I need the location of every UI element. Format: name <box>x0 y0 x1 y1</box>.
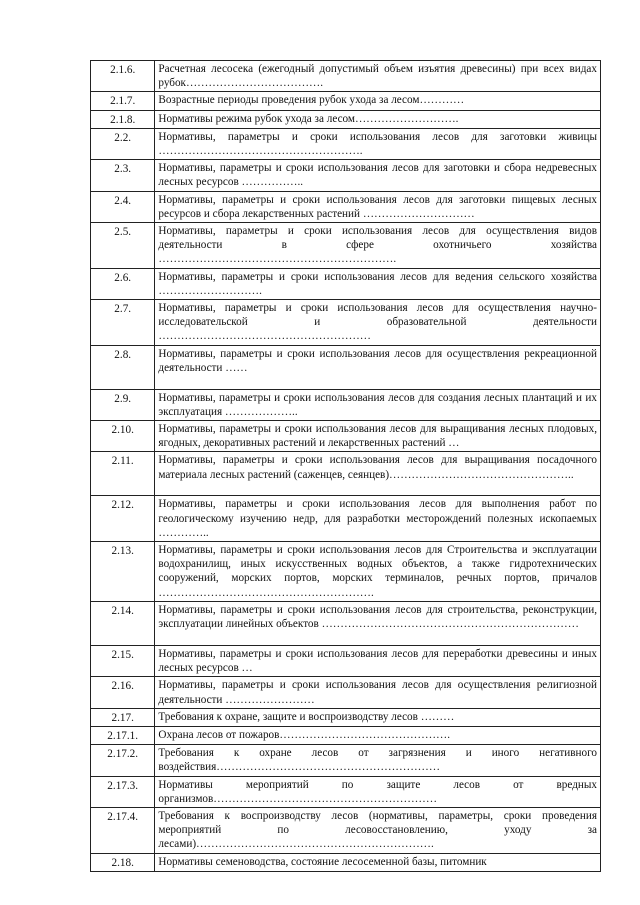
section-title: Нормативы, параметры и сроки использования лесов для выполнения работ по геологическому изучению недр, для разработки месторождений полезных ископаемых ………….. <box>155 496 601 542</box>
section-number: 2.2. <box>91 128 155 159</box>
contents-row <box>91 223 601 269</box>
contents-row <box>91 496 601 542</box>
contents-row <box>91 853 601 871</box>
section-title: Нормативы, параметры и сроки использования лесов для заготовки живицы ………………………………………………. <box>155 128 601 159</box>
section-number: 2.18. <box>91 853 155 871</box>
contents-row <box>91 601 601 645</box>
contents-row <box>91 645 601 676</box>
section-number: 2.1.8. <box>91 110 155 128</box>
contents-row <box>91 745 601 776</box>
section-number: 2.17.2. <box>91 745 155 776</box>
contents-row <box>91 345 601 389</box>
section-title: Расчетная лесосека (ежегодный допустимый объем изъятия древесины) при всех видах рубок………………………………. <box>155 61 601 92</box>
contents-row <box>91 160 601 191</box>
section-number: 2.17.3. <box>91 776 155 807</box>
section-title: Нормативы, параметры и сроки использования лесов для осуществления научно-исследовательской и образовательной деятельности ………………………………………………… <box>155 300 601 346</box>
section-title: Нормативы, параметры и сроки использования лесов для осуществления рекреационной деятельности …… <box>155 345 601 389</box>
contents-row <box>91 110 601 128</box>
contents-row <box>91 726 601 744</box>
section-title: Требования к охране, защите и воспроизводству лесов ……… <box>155 708 601 726</box>
section-title: Нормативы, параметры и сроки использования лесов для выращивания посадочного материала лесных растений (саженцев, сеянцев)………………………………………….. <box>155 452 601 496</box>
section-title: Нормативы, параметры и сроки использования лесов для строительства, реконструкции, эксплуатации линейных объектов …………………………………………………………… <box>155 601 601 645</box>
section-number: 2.14. <box>91 601 155 645</box>
contents-row <box>91 268 601 299</box>
section-number: 2.10. <box>91 421 155 452</box>
section-title: Охрана лесов от пожаров………………………………………. <box>155 726 601 744</box>
contents-row <box>91 776 601 807</box>
contents-row <box>91 542 601 602</box>
section-title: Нормативы, параметры и сроки использования лесов для переработки древесины и иных лесных ресурсов … <box>155 645 601 676</box>
section-number: 2.3. <box>91 160 155 191</box>
section-number: 2.1.6. <box>91 61 155 92</box>
section-number: 2.17.4. <box>91 807 155 853</box>
section-title: Нормативы, параметры и сроки использования лесов для ведения сельского хозяйства ………………………. <box>155 268 601 299</box>
section-number: 2.17. <box>91 708 155 726</box>
section-number: 2.13. <box>91 542 155 602</box>
section-title: Нормативы, параметры и сроки использования лесов для заготовки и сбора недревесных лесных ресурсов …………….. <box>155 160 601 191</box>
section-number: 2.12. <box>91 496 155 542</box>
contents-row <box>91 61 601 92</box>
section-title: Возрастные периоды проведения рубок ухода за лесом………… <box>155 92 601 110</box>
section-number: 2.9. <box>91 389 155 420</box>
section-number: 2.15. <box>91 645 155 676</box>
section-title: Нормативы, параметры и сроки использования лесов для заготовки пищевых лесных ресурсов и сбора лекарственных растений ………………………… <box>155 191 601 222</box>
contents-row <box>91 92 601 110</box>
section-number: 2.1.7. <box>91 92 155 110</box>
section-title: Нормативы семеноводства, состояние лесосеменной базы, питомник <box>155 853 601 871</box>
section-title: Нормативы, параметры и сроки использования лесов для выращивания лесных плодовых, ягодных, декоративных растений и лекарственных растений … <box>155 421 601 452</box>
section-title: Нормативы, параметры и сроки использования лесов для создания лесных плантаций и их эксплуатация ……………….. <box>155 389 601 420</box>
section-title: Требования к воспроизводству лесов (нормативы, параметры, сроки проведения мероприятий по лесовосстановлению, уходу за лесами)………………………………………………………. <box>155 807 601 853</box>
contents-table <box>90 60 601 872</box>
contents-row <box>91 389 601 420</box>
section-number: 2.11. <box>91 452 155 496</box>
section-title: Нормативы мероприятий по защите лесов от вредных организмов…………………………………………………… <box>155 776 601 807</box>
section-number: 2.4. <box>91 191 155 222</box>
contents-row <box>91 677 601 708</box>
contents-page <box>90 60 601 872</box>
contents-row <box>91 421 601 452</box>
contents-row <box>91 708 601 726</box>
section-number: 2.16. <box>91 677 155 708</box>
contents-row <box>91 191 601 222</box>
contents-row <box>91 807 601 853</box>
section-title: Нормативы, параметры и сроки использования лесов для осуществления видов деятельности в сфере охотничьего хозяйства ………………………………………………………. <box>155 223 601 269</box>
contents-row <box>91 300 601 346</box>
section-title: Требования к охране лесов от загрязнения и иного негативного воздействия…………………………………………………… <box>155 745 601 776</box>
section-number: 2.7. <box>91 300 155 346</box>
section-number: 2.5. <box>91 223 155 269</box>
section-title: Нормативы режима рубок ухода за лесом………………………. <box>155 110 601 128</box>
contents-row <box>91 452 601 496</box>
section-number: 2.17.1. <box>91 726 155 744</box>
section-title: Нормативы, параметры и сроки использования лесов для Строительства и эксплуатации водохранилищ, иных искусственных водных объектов, а также гидротехнических сооружений, морских портов, морских терминалов, речных портов, причалов …………………………………………………. <box>155 542 601 602</box>
section-number: 2.6. <box>91 268 155 299</box>
section-number: 2.8. <box>91 345 155 389</box>
section-title: Нормативы, параметры и сроки использования лесов для осуществления религиозной деятельности …………………… <box>155 677 601 708</box>
contents-row <box>91 128 601 159</box>
